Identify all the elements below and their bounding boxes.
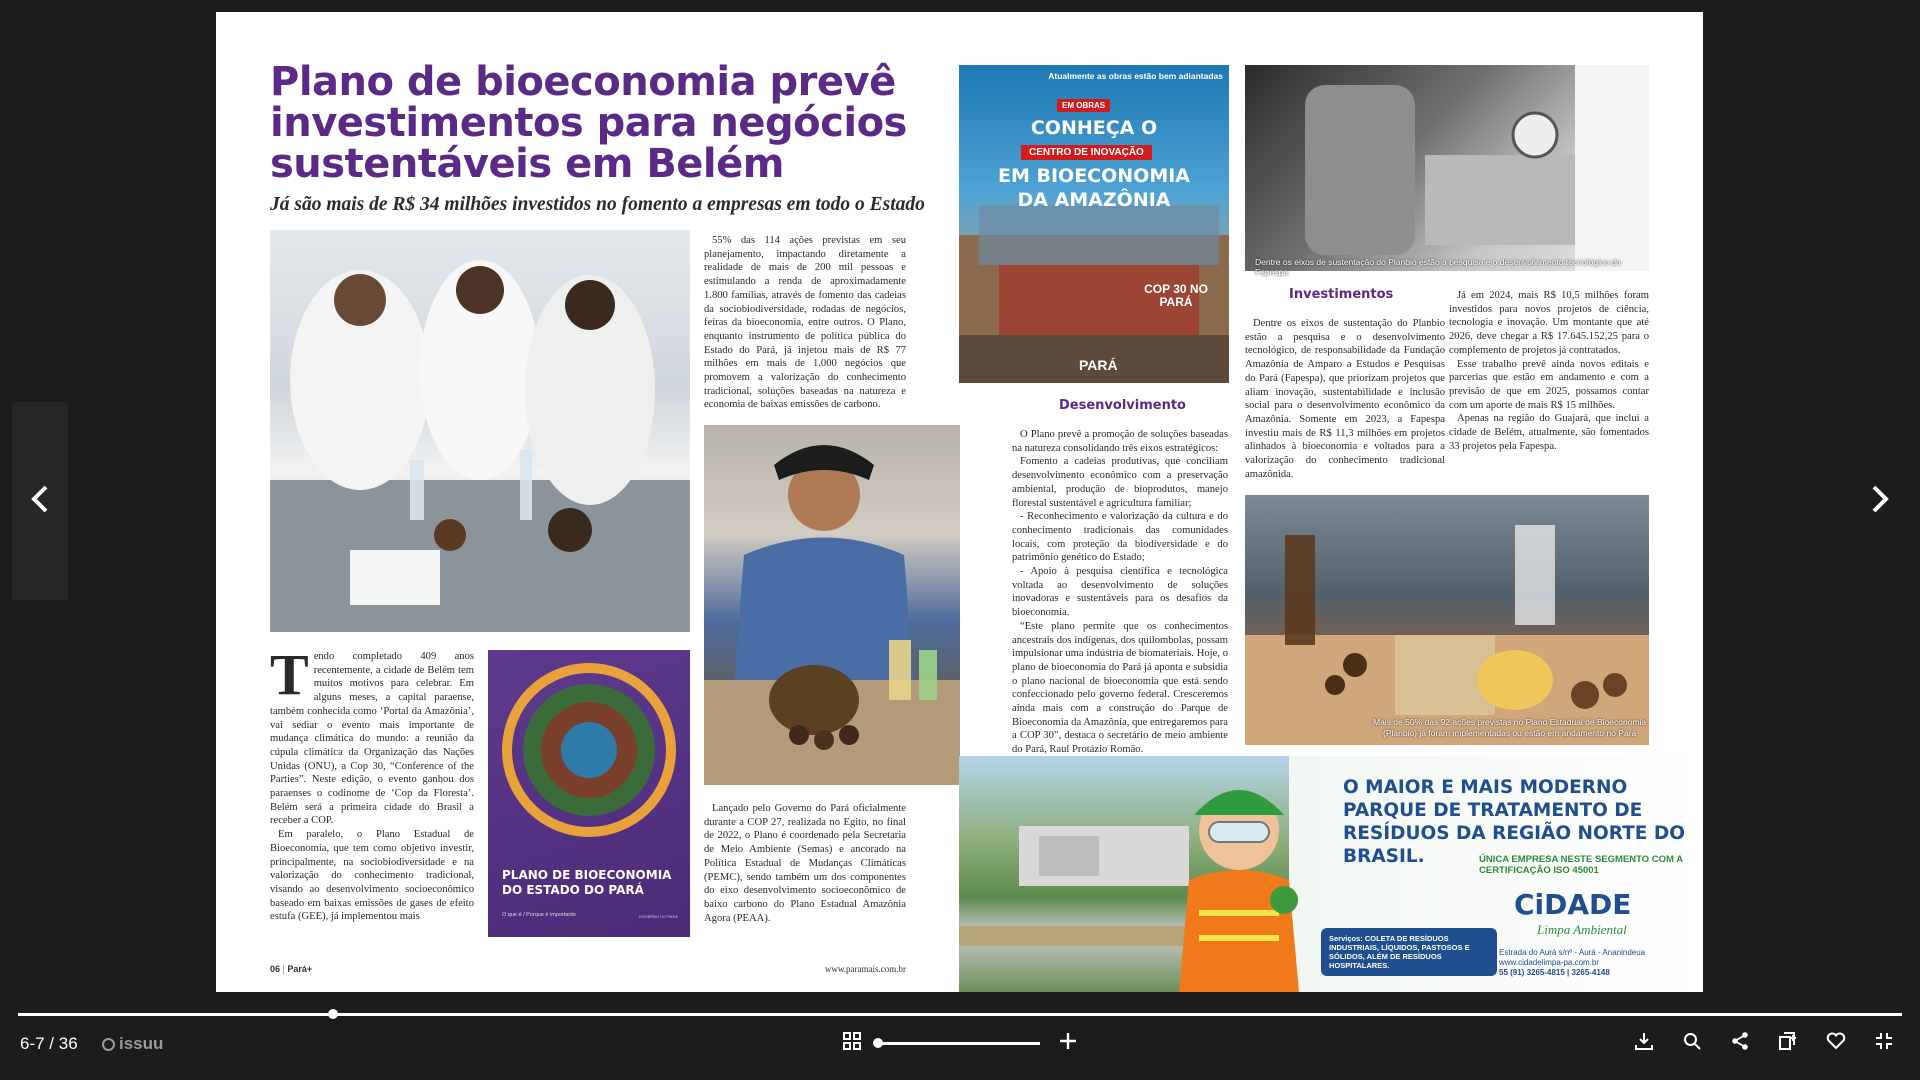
cidade-limpa-advertisement xyxy=(959,756,1703,992)
desenvolvimento-column xyxy=(1012,428,1228,757)
plus-icon xyxy=(1059,1032,1077,1056)
products-caption-line2: (Planbio) já foram implementadas ou estão em andamento no Pará xyxy=(1383,728,1637,738)
search-icon xyxy=(1683,1032,1701,1056)
ad-contact xyxy=(1499,948,1699,978)
poster-line: CONHEÇA O xyxy=(1030,117,1158,139)
ad-address: Estrada do Aurá s/nº - Aurá - Ananindeua xyxy=(1499,948,1646,957)
page-left xyxy=(216,12,959,992)
lab-equipment-photo xyxy=(1245,65,1649,277)
progress-thumb[interactable] xyxy=(328,1009,338,1019)
paragraph: endo completado 409 anos recentemente, a cidade de Belém tem muitos motivos para celebrar. Em alguns meses, a capital paraense, também conhecida como ‘Portal da Amazônia’, vai sediar o evento mais importante de mudança climática do mundo: a reunião da cúpula climática da Organização das Nações Unidas (ONU), a Cop 30, “Conference of the Parties”. Neste edição, o evento ganhou dos paraenses o codinome de ‘Cop da Floresta’. Belém será a primeira cidade do Brasil a receber a COP. xyxy=(270,651,474,827)
poster-badge: EM OBRAS xyxy=(1057,99,1110,112)
zoom-in-button[interactable] xyxy=(1052,1028,1084,1060)
drop-cap: T xyxy=(270,642,309,707)
exit-fullscreen-icon xyxy=(1875,1032,1893,1056)
add-to-stack-icon xyxy=(1779,1032,1797,1056)
chevron-left-icon xyxy=(28,484,52,519)
paragraph: Apenas na região do Guajará, que inclui a cidade de Belém, atualmente, são fomentados 33 projetos pela Fapespa. xyxy=(1449,413,1649,452)
paragraph: Em paralelo, o Plano Estadual de Bioeconomia, que tem como objetivo investir, principalmente, na sociobiodiversidade e na valorização do conhecimento tradicional, visando ao desenvolvimento socioeconômico baseado em baixas emissões de gases de efeito estufa (GEE), já implementou mais xyxy=(270,829,474,923)
page-progress-slider[interactable] xyxy=(18,1008,1902,1020)
issuu-wordmark: issuu xyxy=(119,1034,164,1053)
investimentos-column-1 xyxy=(1245,317,1445,481)
investimentos-column-2 xyxy=(1449,289,1649,453)
magazine-spread xyxy=(216,12,1703,992)
page-indicator: 6-7 / 36 xyxy=(20,1034,78,1053)
article-headline: Plano de bioeconomia prevê investimentos para negócios sustentáveis em Belém xyxy=(270,59,907,187)
grid-view-button[interactable] xyxy=(836,1028,868,1060)
cover-title: PLANO DE BIOECONOMIA DO ESTADO DO PARÁ xyxy=(502,868,672,897)
issuu-logo-icon xyxy=(102,1038,115,1051)
issuu-logo[interactable] xyxy=(102,1034,163,1054)
heart-icon xyxy=(1826,1032,1846,1056)
paragraph: Já em 2024, mais R$ 10,5 milhões foram investidos para novos projetos de ciência, tecnologia e inovação. Um montante que até 2026, deve chegar a R$ 17.645.152,25 para o complemento de projetos já contratados. xyxy=(1449,290,1649,356)
mascot-illustration xyxy=(1159,760,1319,992)
section-title-investimentos: Investimentos xyxy=(1289,287,1394,302)
innovation-center-poster xyxy=(959,65,1229,383)
poster-line: EM BIOECONOMIA xyxy=(997,165,1190,187)
paragraph: Esse trabalho prevê ainda novos editais e parcerias que estão em andamento e com a previsão de que em 2025, possamos contar com um aporte de mais R$ 15 milhões. xyxy=(1449,358,1649,411)
article-column-a1 xyxy=(704,234,906,412)
bioeconomy-plan-cover xyxy=(488,650,690,937)
ad-certification: ÚNICA EMPRESA NESTE SEGMENTO COM A CERTIFICAÇÃO ISO 45001 xyxy=(1479,854,1683,876)
poster-line: CENTRO DE INOVAÇÃO xyxy=(1021,145,1152,160)
page-right xyxy=(959,12,1703,992)
zoom-thumb[interactable] xyxy=(873,1038,883,1048)
poster-caption: Atualmente as obras estão bem adiantadas xyxy=(1048,71,1223,81)
paragraph: “Este plano permite que os conhecimentos ancestrais dos indígenas, dos quilombolas, possam impulsionar uma indústria de biomateriais. Hoje, o plano de bioeconomia do Pará já aponta e subsidia o plano nacional de bioeconomia que está sendo confeccionado pelo governo federal. Cresceremos ainda mais com a construção do Parque de Bioeconomia da Amazônia, que entregaremos para a COP 30”, destaca o secretário de meio ambiente do Pará, Raul Protázio Romão. xyxy=(1012,620,1228,756)
share-icon xyxy=(1731,1032,1749,1056)
magazine-url: www.paramais.com.br xyxy=(824,964,906,974)
article-column-b1 xyxy=(270,642,474,924)
secretary-portrait-photo xyxy=(704,425,960,785)
exit-fullscreen-button[interactable] xyxy=(1868,1028,1900,1060)
cover-subtitle: O que é / Porque é importante xyxy=(502,912,576,918)
products-caption-line1: Mais de 50% das 92 ações previstas no Plano Estadual de Bioeconomia xyxy=(1373,717,1647,727)
download-button[interactable] xyxy=(1628,1028,1660,1060)
poster-brand: PARÁ xyxy=(1079,357,1118,373)
article-column-a2 xyxy=(704,802,906,925)
poster-line: DA AMAZÔNIA xyxy=(1017,189,1171,211)
cidade-logo: CiDADE xyxy=(1514,888,1632,921)
previous-page-button[interactable] xyxy=(12,402,68,600)
search-button[interactable] xyxy=(1676,1028,1708,1060)
cover-publisher: GOVERNO DO PARÁ xyxy=(638,914,678,919)
add-to-stack-button[interactable] xyxy=(1772,1028,1804,1060)
like-button[interactable] xyxy=(1820,1028,1852,1060)
bioproducts-photo xyxy=(1245,495,1649,745)
magazine-name: Pará+ xyxy=(287,964,313,974)
ad-phone: 55 (91) 3265-4815 | 3265-4148 xyxy=(1499,968,1610,977)
grid-icon xyxy=(843,1032,861,1056)
chevron-right-icon xyxy=(1868,484,1892,519)
paragraph: Lançado pelo Governo do Pará oficialmente durante a COP 27, realizada no Egito, no final de 2022, o Plano é coordenado pela Secretaria de Meio Ambiente (Semas) e ancorado na Política Estadual de Mudanças Climáticas (PEMC), sendo também um dos componentes do eixo desenvolvimento socioeconômico de baixo carbono do Plano Estadual Amazônia Agora (PEAA). xyxy=(704,803,906,924)
page-folio: 06 | Pará+ xyxy=(270,964,313,974)
next-page-button[interactable] xyxy=(1852,462,1908,540)
paragraph: - Apoio à pesquisa científica e tecnológica voltada ao desenvolvimento de soluções inovadoras e sustentáveis para os desafios da bioeconomia. xyxy=(1012,566,1228,619)
paragraph: Dentre os eixos de sustentação do Planbio estão a pesquisa e o desenvolvimento tecnológico, de responsabilidade da Fundação Amazônia de Amparo a Estudos e Pesquisas do Pará (Fapespa), que priorizam projetos que aliam inovação, sustentabilidade e inclusão social para o desenvolvimento econômico da Amazônia. Somente em 2023, a Fapespa investiu mais de R$ 11,3 milhões em projetos alinhados à bioeconomia e voltados para a valorização do conhecimento tradicional amazônida. xyxy=(1245,318,1445,480)
progress-track xyxy=(18,1013,1902,1016)
viewer-toolbar xyxy=(0,1028,1920,1080)
ad-website: www.cidadelimpa-pa.com.br xyxy=(1499,958,1600,967)
article-subheadline: Já são mais de R$ 34 milhões investidos no fomento a empresas em todo o Estado xyxy=(270,194,925,215)
paragraph: - Reconhecimento e valorização da cultura e do conhecimento tradicionais das comunidades locais, com proteção da biodiversidade e do patrimônio genético do Estado; xyxy=(1012,511,1228,564)
poster-cop-label: COP 30 NO PARÁ xyxy=(1144,282,1208,309)
paragraph: O Plano prevê a promoção de soluções baseadas na natureza consolidando três eixos estratégicos: xyxy=(1012,429,1228,454)
lab-researchers-photo xyxy=(270,230,690,632)
cidade-logo-subtitle: Limpa Ambiental xyxy=(1537,922,1627,937)
paragraph: Fomento a cadeias produtivas, que conciliam desenvolvimento econômico com a preservação ambiental, produção de bioprodutos, manejo florestal sustentável e agricultura familiar; xyxy=(1012,456,1228,509)
page-number: 06 xyxy=(270,964,281,974)
section-title-desenvolvimento: Desenvolvimento xyxy=(1059,398,1186,413)
ad-headline: O MAIOR E MAIS MODERNO PARQUE DE TRATAMENTO DE RESÍDUOS DA REGIÃO NORTE DO BRASIL. xyxy=(1343,777,1685,867)
share-button[interactable] xyxy=(1724,1028,1756,1060)
ad-services: Serviços: COLETA DE RESÍDUOS INDUSTRIAIS, LÍQUIDOS, PASTOSOS E SÓLIDOS, ALÉM DE RESÍDUOS HOSPITALARES. xyxy=(1321,928,1497,976)
download-icon xyxy=(1635,1032,1653,1056)
lab-photo-caption: Dentre os eixos de sustentação do Planbio estão a pesquisa e o desenvolvimento tecnológico da Fapespa xyxy=(1255,257,1621,277)
paragraph: 55% das 114 ações previstas em seu planejamento, impactando diretamente a realidade de mais de 200 mil pessoas e estimulando a renda de aproximadamente 1.800 famílias, através de fomento das cadeias da sociobiodiversidade, rodadas de negócios, feiras da bioeconomia, entre outros. O Plano, enquanto instrumento de política pública do Estado do Pará, já injetou mais de R$ 77 milhões em mais de 1.000 negócios que promovem a valorização do conhecimento tradicional, soluções baseadas na natureza e economia de baixas emissões de carbono. xyxy=(704,235,906,411)
zoom-slider[interactable] xyxy=(878,1042,1040,1045)
